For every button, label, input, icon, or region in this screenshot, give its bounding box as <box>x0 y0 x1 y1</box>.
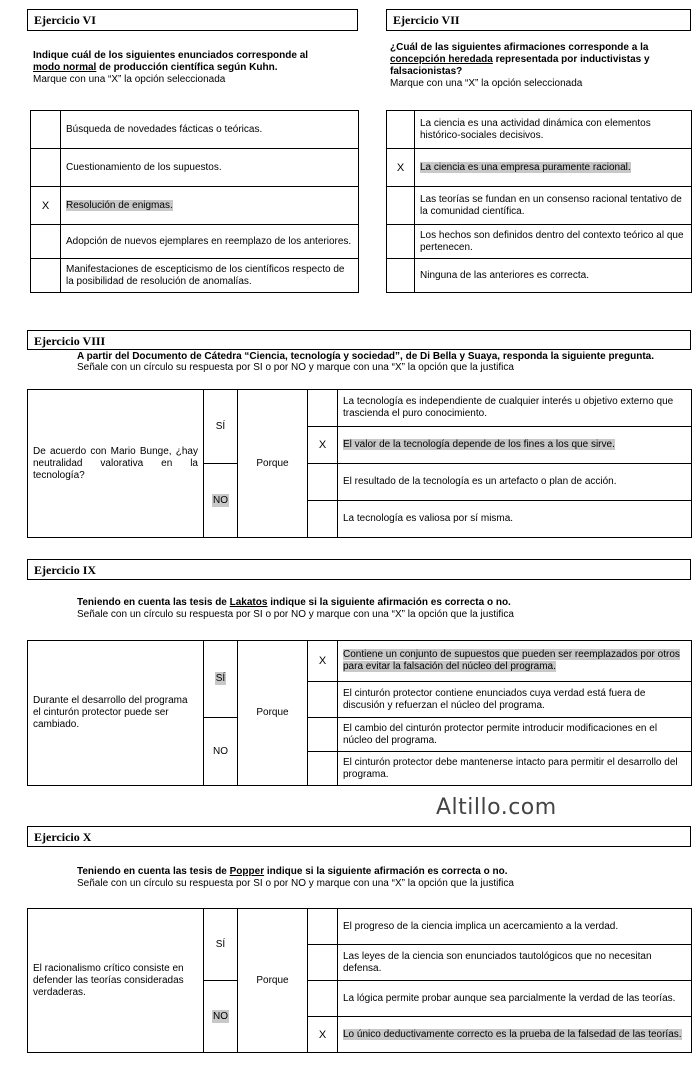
option-text: Búsqueda de novedades fácticas o teóricas. <box>61 111 359 149</box>
table-row <box>31 149 359 187</box>
answer-box[interactable] <box>308 981 338 1017</box>
answer-box[interactable] <box>31 149 61 187</box>
table-row <box>387 149 692 187</box>
option-text: Las leyes de la ciencia son enunciados tautológicos que no necesitan defensa. <box>338 945 692 981</box>
option-text: Las teorías se fundan en un consenso racional tentativo de la comunidad científica. <box>415 187 692 225</box>
option-text: Manifestaciones de escepticismo de los científicos respecto de la posibilidad de resolución de anomalías. <box>61 259 359 293</box>
table-row <box>387 225 692 259</box>
answer-box[interactable]: X <box>308 427 338 464</box>
table-row <box>28 909 692 945</box>
table-row <box>31 187 359 225</box>
answer-box[interactable]: X <box>387 149 415 187</box>
option-text: El cinturón protector contiene enunciados cuya verdad está fuera de discusión y refuerzan el núcleo del programa. <box>338 682 692 718</box>
answer-box[interactable] <box>308 390 338 427</box>
ejercicio-ix-intro: Teniendo en cuenta las tesis de Lakatos indique si la siguiente afirmación es correcta o no. Señale con un círculo su respuesta por SI o por NO y marque con una “X” la opción que la justifica <box>77 597 514 620</box>
question-cell: Durante el desarrollo del programa el cinturón protector puede ser cambiado. <box>28 641 204 786</box>
answer-box[interactable] <box>31 111 61 149</box>
answer-box[interactable]: X <box>308 641 338 682</box>
option-text: El cinturón protector debe mantenerse intacto para permitir el desarrollo del programa. <box>338 752 692 786</box>
answer-box[interactable] <box>387 259 415 293</box>
answer-box[interactable] <box>308 945 338 981</box>
option-text: El valor de la tecnología depende de los fines a los que sirve. <box>338 427 692 464</box>
answer-box[interactable] <box>308 501 338 538</box>
ejercicio-vi-title: Ejercicio VI <box>27 9 358 31</box>
option-text: La lógica permite probar aunque sea parcialmente la verdad de las teorías. <box>338 981 692 1017</box>
option-text: Cuestionamiento de los supuestos. <box>61 149 359 187</box>
ejercicio-viii-title: Ejercicio VIII <box>27 330 691 350</box>
ejercicio-viii-table <box>27 389 692 538</box>
porque-label: Porque <box>238 641 308 786</box>
table-row <box>31 259 359 293</box>
ejercicio-vii-question: ¿Cuál de las siguientes afirmaciones corresponde a la concepción heredada representada por inductivistas y falsacionistas? Marque con una “X” la opción seleccionada <box>390 42 650 89</box>
porque-label: Porque <box>238 390 308 538</box>
no-option[interactable]: NO <box>204 718 238 786</box>
answer-box[interactable] <box>387 225 415 259</box>
answer-box[interactable] <box>308 909 338 945</box>
ejercicio-vii-title: Ejercicio VII <box>386 9 691 31</box>
answer-box[interactable] <box>308 752 338 786</box>
ejercicio-ix-title: Ejercicio IX <box>27 559 691 580</box>
option-text: El cambio del cinturón protector permite introducir modificaciones en el núcleo del programa. <box>338 718 692 752</box>
option-text: Resolución de enigmas. <box>61 187 359 225</box>
answer-box[interactable] <box>308 464 338 501</box>
si-option[interactable]: SÍ <box>204 641 238 718</box>
question-cell: El racionalismo crítico consiste en defender las teorías consideradas verdaderas. <box>28 909 204 1053</box>
table-row <box>28 641 692 682</box>
answer-box[interactable] <box>308 718 338 752</box>
ejercicio-vii-table <box>386 110 692 293</box>
table-row <box>31 225 359 259</box>
option-text: Ninguna de las anteriores es correcta. <box>415 259 692 293</box>
ejercicio-ix-table <box>27 640 692 786</box>
answer-box[interactable]: X <box>31 187 61 225</box>
answer-box[interactable] <box>31 259 61 293</box>
option-text: Adopción de nuevos ejemplares en reemplazo de los anteriores. <box>61 225 359 259</box>
answer-box[interactable] <box>308 682 338 718</box>
option-text: Contiene un conjunto de supuestos que pueden ser reemplazados por otros para evitar la falsación del núcleo del programa. <box>338 641 692 682</box>
ejercicio-viii-intro: A partir del Documento de Cátedra “Ciencia, tecnología y sociedad”, de Di Bella y Suaya, responda la siguiente pregunta. Señale con un círculo su respuesta por SI o por NO y marque con una “X” la opción que la justifica <box>77 351 654 373</box>
answer-box[interactable]: X <box>308 1017 338 1053</box>
si-option[interactable]: SÍ <box>204 390 238 464</box>
option-text: El progreso de la ciencia implica un acercamiento a la verdad. <box>338 909 692 945</box>
option-text: La ciencia es una empresa puramente racional. <box>415 149 692 187</box>
answer-box[interactable] <box>31 225 61 259</box>
option-text: La tecnología es valiosa por sí misma. <box>338 501 692 538</box>
ejercicio-vi-question: Indique cuál de los siguientes enunciados corresponde al modo normal de producción científica según Kuhn. Marque con una “X” la opción seleccionada <box>33 50 309 85</box>
porque-label: Porque <box>238 909 308 1053</box>
ejercicio-vi-table <box>30 110 359 293</box>
table-row <box>31 111 359 149</box>
ejercicio-x-intro: Teniendo en cuenta las tesis de Popper indique si la siguiente afirmación es correcta o no. Señale con un círculo su respuesta por SI o por NO y marque con una “X” la opción que la justifica <box>77 866 514 889</box>
option-text: La ciencia es una actividad dinámica con elementos histórico-sociales decisivos. <box>415 111 692 149</box>
no-option[interactable]: NO <box>204 464 238 538</box>
question-cell: De acuerdo con Mario Bunge, ¿hay neutralidad valorativa en la tecnología? <box>28 390 204 538</box>
table-row <box>387 187 692 225</box>
table-row <box>387 111 692 149</box>
answer-box[interactable] <box>387 111 415 149</box>
si-option[interactable]: SÍ <box>204 909 238 981</box>
ejercicio-x-title: Ejercicio X <box>27 826 691 847</box>
answer-box[interactable] <box>387 187 415 225</box>
no-option[interactable]: NO <box>204 981 238 1053</box>
option-text: La tecnología es independiente de cualquier interés u objetivo externo que trascienda el puro conocimiento. <box>338 390 692 427</box>
option-text: El resultado de la tecnología es un artefacto o plan de acción. <box>338 464 692 501</box>
option-text: Lo único deductivamente correcto es la prueba de la falsedad de las teorías. <box>338 1017 692 1053</box>
table-row <box>387 259 692 293</box>
ejercicio-x-table <box>27 908 692 1053</box>
option-text: Los hechos son definidos dentro del contexto teórico al que pertenecen. <box>415 225 692 259</box>
watermark: Altillo.com <box>436 795 557 820</box>
table-row <box>28 390 692 427</box>
